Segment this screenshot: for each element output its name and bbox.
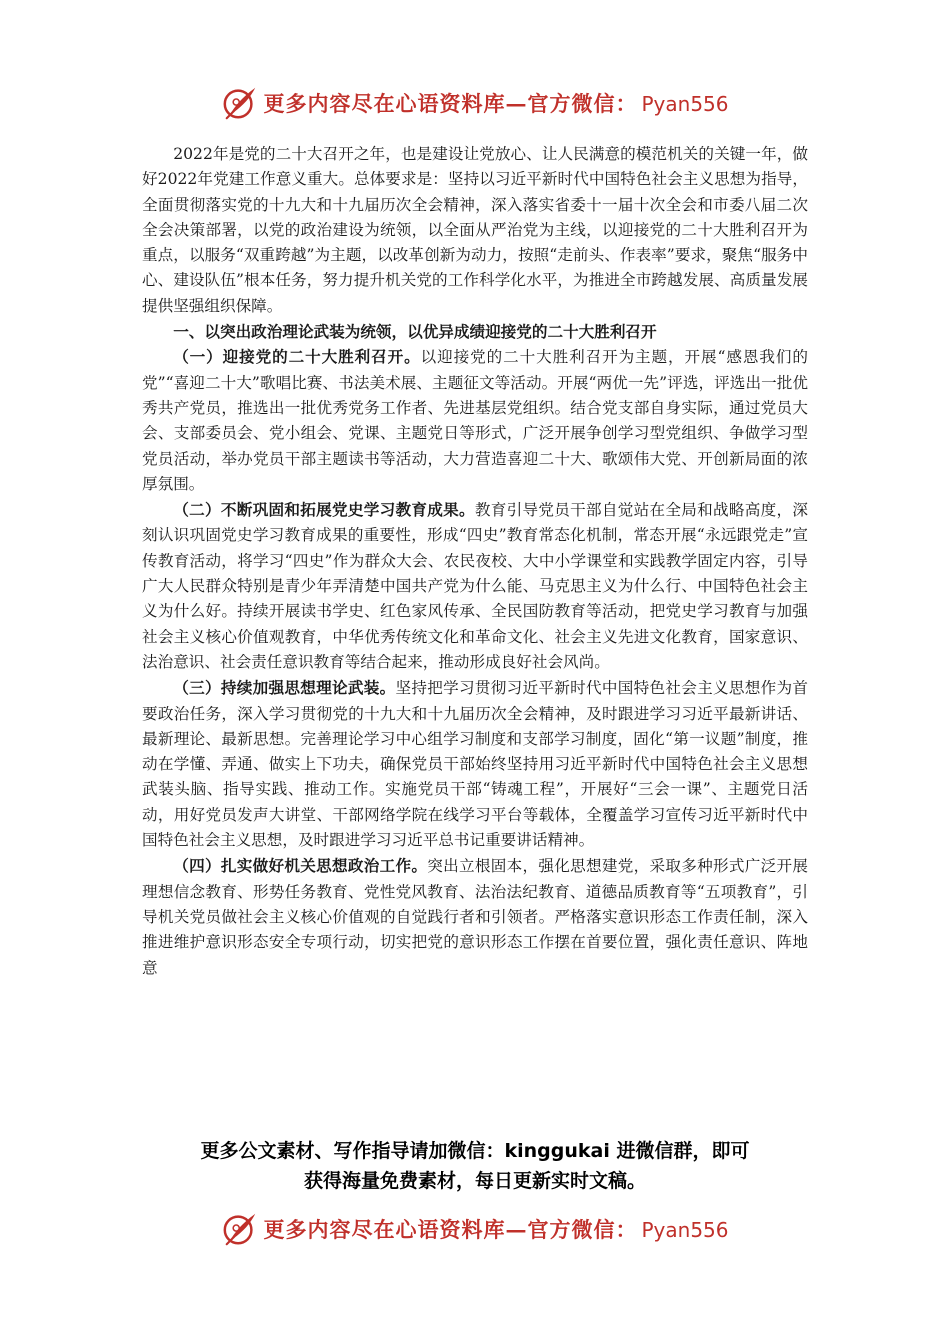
- quill-logo-icon: [221, 84, 259, 122]
- promo-line-2: 获得海量免费素材，每日更新实时文稿。: [303, 1170, 646, 1192]
- item-paragraph: [142, 853, 808, 980]
- item-title: （三）持续加强思想理论武装。: [173, 678, 396, 698]
- quill-logo-icon: [221, 1210, 259, 1248]
- item-body: 教育引导党员干部自觉站在全局和战略高度，深刻认识巩固党史学习教育成果的重要性，形成“四史”教育常态化机制，常态开展“永远跟党走”宣传教育活动，将学习“四史”作为群众大会、农民夜校、大中小学课堂和实践教学固定内容，引导广大人民群众特别是青少年弄清楚中国共产党为什么能、马克思主义为什么行、中国特色社会主义为什么好。持续开展读书学史、红色家风传承、全民国防教育等活动，把党史学习教育与加强社会主义核心价值观教育，中华优秀传统文化和革命文化、社会主义先进文化教育，国家意识、法治意识、社会责任意识教育等结合起来，推动形成良好社会风尚。: [142, 501, 808, 671]
- promo-notice: [0, 1136, 950, 1196]
- item-title: （二）不断巩固和拓展党史学习教育成果。: [173, 500, 475, 520]
- item-paragraph: [142, 497, 808, 675]
- header-banner-text: [263, 88, 728, 118]
- footer-banner: [0, 1208, 950, 1250]
- item-body: 以迎接党的二十大胜利召开为主题，开展“感恩我们的党”“喜迎二十大”歌唱比赛、书法美术展、主题征文等活动。开展“两优一先”评选，评选出一批优秀共产党员，推选出一批优秀党务工作者、先进基层党组织。结合党支部自身实际，通过党员大会、支部委员会、党小组会、党课、主题党日等形式，广泛开展争创学习型党组织、争做学习型党员活动，举办党员干部主题读书等活动，大力营造喜迎二十大、歌颂伟大党、开创新局面的浓厚氛围。: [142, 348, 808, 493]
- header-banner-label: 更多内容尽在心语资料库—官方微信：: [263, 91, 638, 116]
- item-paragraph: [142, 675, 808, 853]
- item-body: 突出立根固本，强化思想建党，采取多种形式广泛开展理想信念教育、形势任务教育、党性党风教育、法治法纪教育、道德品质教育等“五项教育”，引导机关党员做社会主义核心价值观的自觉践行者和引领者。严格落实意识形态工作责任制，深入推进维护意识形态安全专项行动，切实把党的意识形态工作摆在首要位置，强化责任意识、阵地意: [142, 857, 808, 977]
- item-body: 坚持把学习贯彻习近平新时代中国特色社会主义思想作为首要政治任务，深入学习贯彻党的十九大和十九届历次全会精神，及时跟进学习习近平最新讲话、最新理论、最新思想。完善理论学习中心组学习制度和支部学习制度，固化“第一议题”制度，推动在学懂、弄通、做实上下功夫，确保党员干部始终坚持用习近平新时代中国特色社会主义思想武装头脑、指导实践、推动工作。实施党员干部“铸魂工程”，开展好“三会一课”、主题党日活动，用好党员发声大讲堂、干部网络学院在线学习平台等载体，全覆盖学习宣传习近平新时代中国特色社会主义思想，及时跟进学习习近平总书记重要讲话精神。: [142, 679, 808, 850]
- item-paragraph: [142, 344, 808, 497]
- promo-line-1: 更多公文素材、写作指导请加微信：kinggukai 进微信群，即可: [200, 1140, 750, 1162]
- footer-banner-label: 更多内容尽在心语资料库—官方微信：: [263, 1217, 638, 1242]
- intro-paragraph: 2022年是党的二十大召开之年，也是建设让党放心、让人民满意的模范机关的关键一年，做好2022年党建工作意义重大。总体要求是：坚持以习近平新时代中国特色社会主义思想为指导，全面贯彻落实党的十九大和十九届历次全会精神，深入落实省委十一届十次全会和市委八届二次全会决策部署，以党的政治建设为统领，以全面从严治党为主线，以迎接党的二十大胜利召开为重点，以服务“双重跨越”为主题，以改革创新为动力，按照“走前头、作表率”要求，聚焦“服务中心、建设队伍”根本任务，努力提升机关党的工作科学化水平，为推进全市跨越发展、高质量发展提供坚强组织保障。: [142, 145, 808, 315]
- section-heading: 一、以突出政治理论武装为统领，以优异成绩迎接党的二十大胜利召开: [173, 322, 657, 342]
- header-banner: [0, 82, 950, 124]
- footer-wechat-id: Pyan556: [641, 1218, 729, 1242]
- document-body: [142, 142, 808, 1122]
- header-wechat-id: Pyan556: [641, 92, 729, 116]
- footer-banner-text: [263, 1214, 728, 1244]
- item-title: （四）扎实做好机关思想政治工作。: [173, 856, 428, 876]
- item-title: （一）迎接党的二十大胜利召开。: [173, 347, 421, 367]
